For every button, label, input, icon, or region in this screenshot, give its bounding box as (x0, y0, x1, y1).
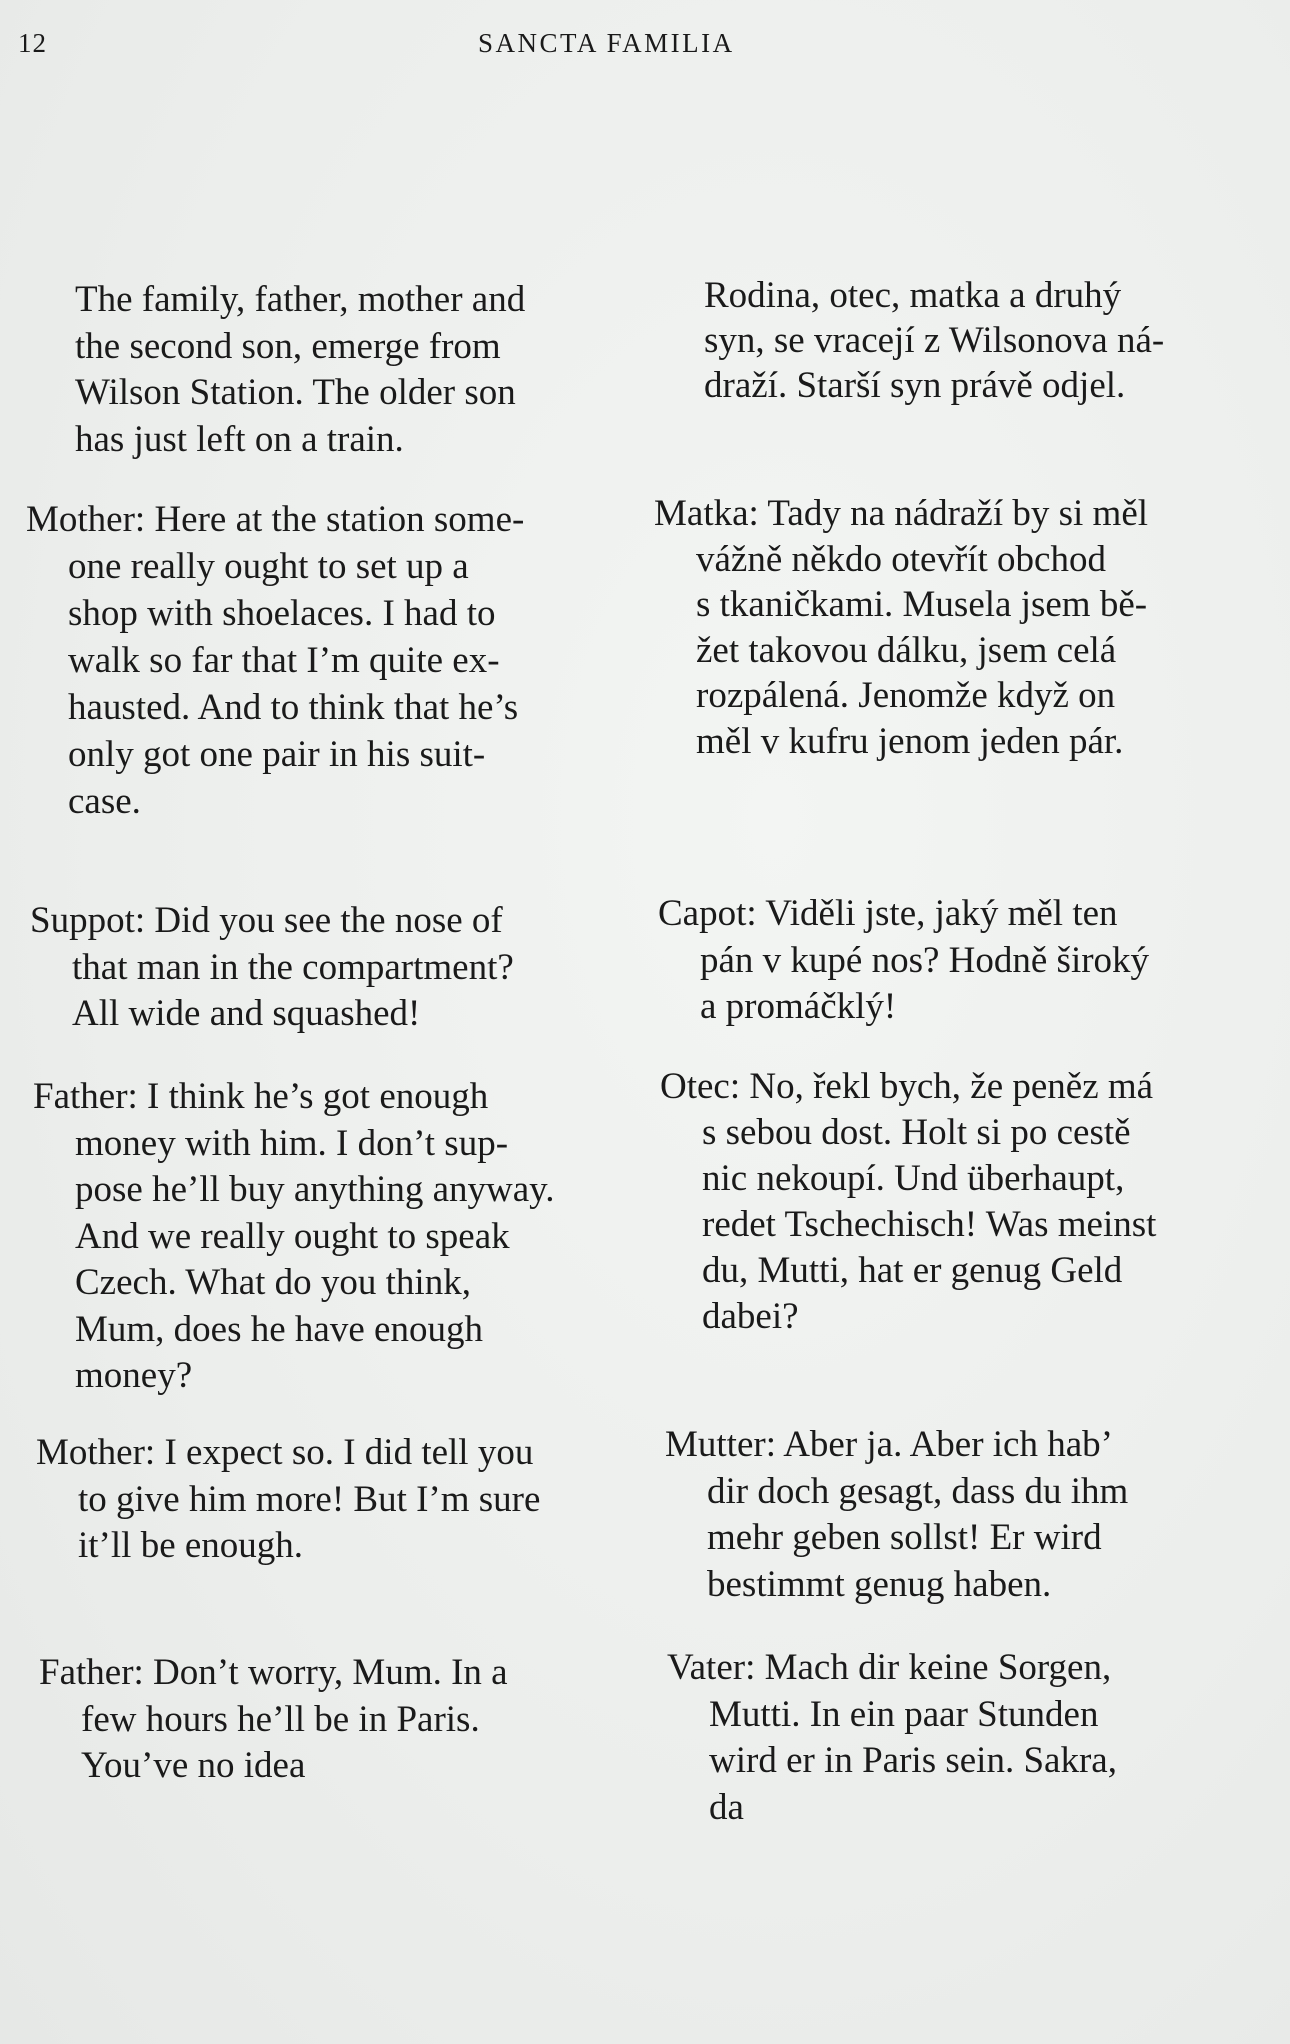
speech-mother-2 (36, 1430, 540, 1570)
speech-father-2 (39, 1650, 508, 1790)
text-line: money? (75, 1355, 193, 1396)
page-number: 12 (18, 28, 47, 58)
text-line: shop with shoelaces. I had to (68, 593, 496, 634)
text-line: žet takovou dálku, jsem celá (696, 629, 1117, 671)
text-line: money with him. I don’t sup- (75, 1122, 509, 1164)
text-line: Czech. What do you think, (75, 1262, 471, 1303)
text-line: pán v kupé nos? Hodně široký (700, 939, 1150, 981)
text-line: All wide and squashed! (72, 993, 421, 1034)
text-line: the second son, emerge from (75, 325, 501, 367)
text-line: Rodina, otec, matka a druhý (704, 275, 1122, 316)
text-line: syn, se vracejí z Wilsonova ná- (704, 320, 1165, 361)
text-line: only got one pair in his suit- (68, 734, 486, 775)
speech-matka (654, 491, 1148, 764)
running-title: SANCTA FAMILIA (478, 28, 735, 58)
speech-vater (667, 1645, 1117, 1831)
text-line: s tkaničkami. Musela jsem bě- (696, 584, 1148, 625)
text-line: Capot: Viděli jste, jaký měl ten (658, 893, 1118, 934)
stage-direction-english (75, 277, 525, 463)
text-line: The family, father, mother and (75, 279, 526, 320)
text-line: wird er in Paris sein. Sakra, (709, 1740, 1117, 1781)
text-line: to give him more! But I’m sure (78, 1478, 541, 1520)
text-line: has just left on a train. (75, 418, 404, 460)
text-line: Mutti. In ein paar Stunden (709, 1693, 1099, 1735)
text-line: nic nekoupí. Und überhaupt, (702, 1158, 1125, 1199)
speech-otec (660, 1064, 1156, 1340)
text-line: mehr geben sollst! Er wird (707, 1517, 1102, 1558)
text-line: vážně někdo otevřít obchod (696, 538, 1106, 580)
text-line: bestimmt genug haben. (707, 1563, 1052, 1605)
text-line: a promáčklý! (700, 986, 897, 1027)
speech-mother-1 (26, 496, 524, 825)
text-line: Matka: Tady na nádraží by si měl (654, 493, 1149, 534)
text-line: it’ll be enough. (78, 1525, 304, 1566)
speech-capot (658, 891, 1149, 1031)
text-line: s sebou dost. Holt si po cestě (702, 1112, 1131, 1153)
running-head (0, 24, 1290, 64)
text-line: Vater: Mach dir keine Sorgen, (667, 1647, 1112, 1688)
speech-father-1 (33, 1074, 555, 1400)
text-line: one really ought to set up a (68, 546, 469, 587)
text-line: pose he’ll buy anything anyway. (75, 1169, 555, 1210)
text-line: Otec: No, řekl bych, že peněz má (660, 1066, 1154, 1107)
speech-suppot (30, 898, 514, 1038)
text-line: dabei? (702, 1296, 799, 1337)
text-line: du, Mutti, hat er genug Geld (702, 1250, 1123, 1291)
text-line: walk so far that I’m quite ex- (68, 640, 500, 681)
text-line: few hours he’ll be in Paris. (81, 1698, 480, 1740)
text-line: Mother: I expect so. I did tell you (36, 1432, 534, 1473)
text-line: Mother: Here at the station some- (26, 499, 525, 540)
text-line: draží. Starší syn právě odjel. (704, 365, 1126, 406)
text-line: da (709, 1786, 744, 1828)
text-line: hausted. And to think that he’s (68, 687, 519, 728)
text-line: Suppot: Did you see the nose of (30, 900, 503, 941)
text-line: rozpálená. Jenomže když on (696, 675, 1116, 716)
text-line: Wilson Station. The older son (75, 372, 516, 413)
text-line: that man in the compartment? (72, 946, 514, 988)
text-line: Father: Don’t worry, Mum. In a (39, 1652, 508, 1693)
text-line: You’ve no idea (81, 1745, 306, 1786)
text-line: case. (68, 781, 141, 822)
text-line: redet Tschechisch! Was meinst (702, 1204, 1157, 1245)
text-line: měl v kufru jenom jeden pár. (696, 720, 1124, 762)
text-line: Mutter: Aber ja. Aber ich hab’ (665, 1424, 1113, 1465)
stage-direction-czech (704, 273, 1164, 408)
text-line: Mum, does he have enough (75, 1308, 483, 1350)
text-line: And we really ought to speak (75, 1215, 510, 1257)
speech-mutter (665, 1422, 1128, 1608)
text-line: Father: I think he’s got enough (33, 1076, 489, 1117)
text-line: dir doch gesagt, dass du ihm (707, 1470, 1129, 1512)
